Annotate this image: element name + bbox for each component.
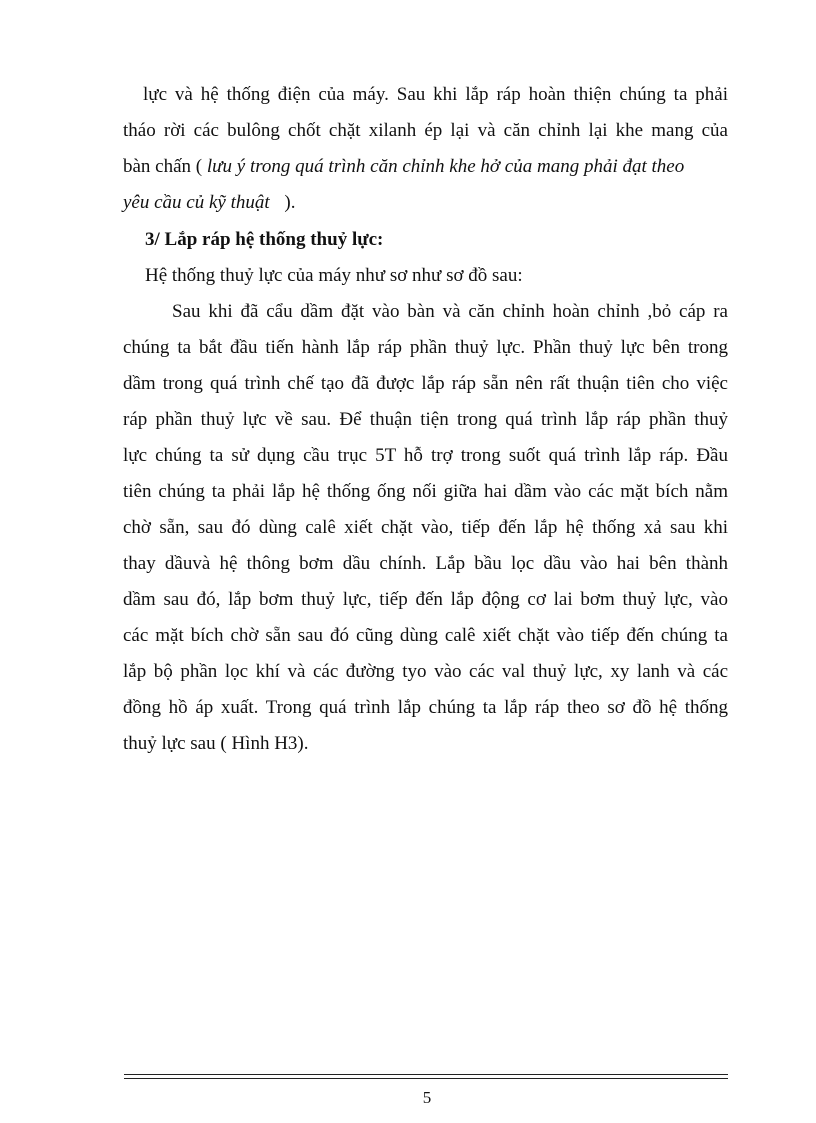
paragraph-line: đồng hồ áp xuất. Trong quá trình lắp chúng ta lắp ráp theo sơ đồ hệ thống xyxy=(123,697,728,718)
footer-rule-bottom xyxy=(124,1078,728,1079)
paragraph-line: Sau khi đã cẩu dầm đặt vào bàn và căn chỉnh hoàn chỉnh ,bỏ cáp ra xyxy=(172,301,728,322)
paragraph-line: chúng ta bắt đầu tiến hành lắp ráp phần thuỷ lực. Phần thuỷ lực bên trong xyxy=(123,337,728,358)
paragraph-line: các mặt bích chờ sẵn sau đó cũng dùng calê xiết chặt vào tiếp đến chúng ta xyxy=(123,625,728,646)
paragraph-line: chờ sẵn, sau đó dùng calê xiết chặt vào, tiếp đến lắp hệ thống xả sau khi xyxy=(123,517,728,538)
paragraph-line: lực và hệ thống điện của máy. Sau khi lắp ráp hoàn thiện chúng ta phải xyxy=(143,84,728,105)
paragraph-line: lắp bộ phần lọc khí và các đường tyo vào các val thuỷ lực, xy lanh và các xyxy=(123,661,728,682)
paragraph-line: dầm sau đó, lắp bơm thuỷ lực, tiếp đến lắp động cơ lai bơm thuỷ lực, vào xyxy=(123,589,728,610)
paragraph-line: tháo rời các bulông chốt chặt xilanh ép lại và căn chỉnh lại khe mang của xyxy=(123,120,728,141)
intro-line: Hệ thống thuỷ lực của máy như sơ như sơ đồ sau: xyxy=(145,265,523,286)
italic-note-text: lưu ý trong quá trình căn chỉnh khe hở của mang phải đạt theo xyxy=(206,156,685,177)
paragraph-line: thay dầuvà hệ thông bơm dầu chính. Lắp bầu lọc dầu vào hai bên thành xyxy=(123,553,728,574)
italic-note-text: yêu cầu củ kỹ thuật xyxy=(123,192,270,213)
note-close-text: ). xyxy=(284,192,296,213)
paragraph-line xyxy=(123,192,295,214)
page-number: 5 xyxy=(422,1088,432,1107)
footer-rule-top xyxy=(124,1074,728,1075)
paragraph-line: dầm trong quá trình chế tạo đã được lắp ráp sẵn nên rất thuận tiên cho việc xyxy=(123,373,728,394)
paragraph-line: tiên chúng ta phải lắp hệ thống ống nối giữa hai dầm vào các mặt bích nằm xyxy=(123,481,728,502)
paragraph-line: lực chúng ta sử dụng cầu trục 5T hỗ trợ trong suốt quá trình lắp ráp. Đầu xyxy=(123,445,728,466)
paragraph-line xyxy=(123,156,684,178)
paragraph-line: thuỷ lực sau ( Hình H3). xyxy=(123,733,309,754)
note-open-text: bàn chấn ( xyxy=(123,156,203,177)
paragraph-line: ráp phần thuỷ lực về sau. Để thuận tiện trong quá trình lắp ráp phần thuỷ xyxy=(123,409,728,430)
section-heading: 3/ Lắp ráp hệ thống thuỷ lực: xyxy=(145,229,384,250)
